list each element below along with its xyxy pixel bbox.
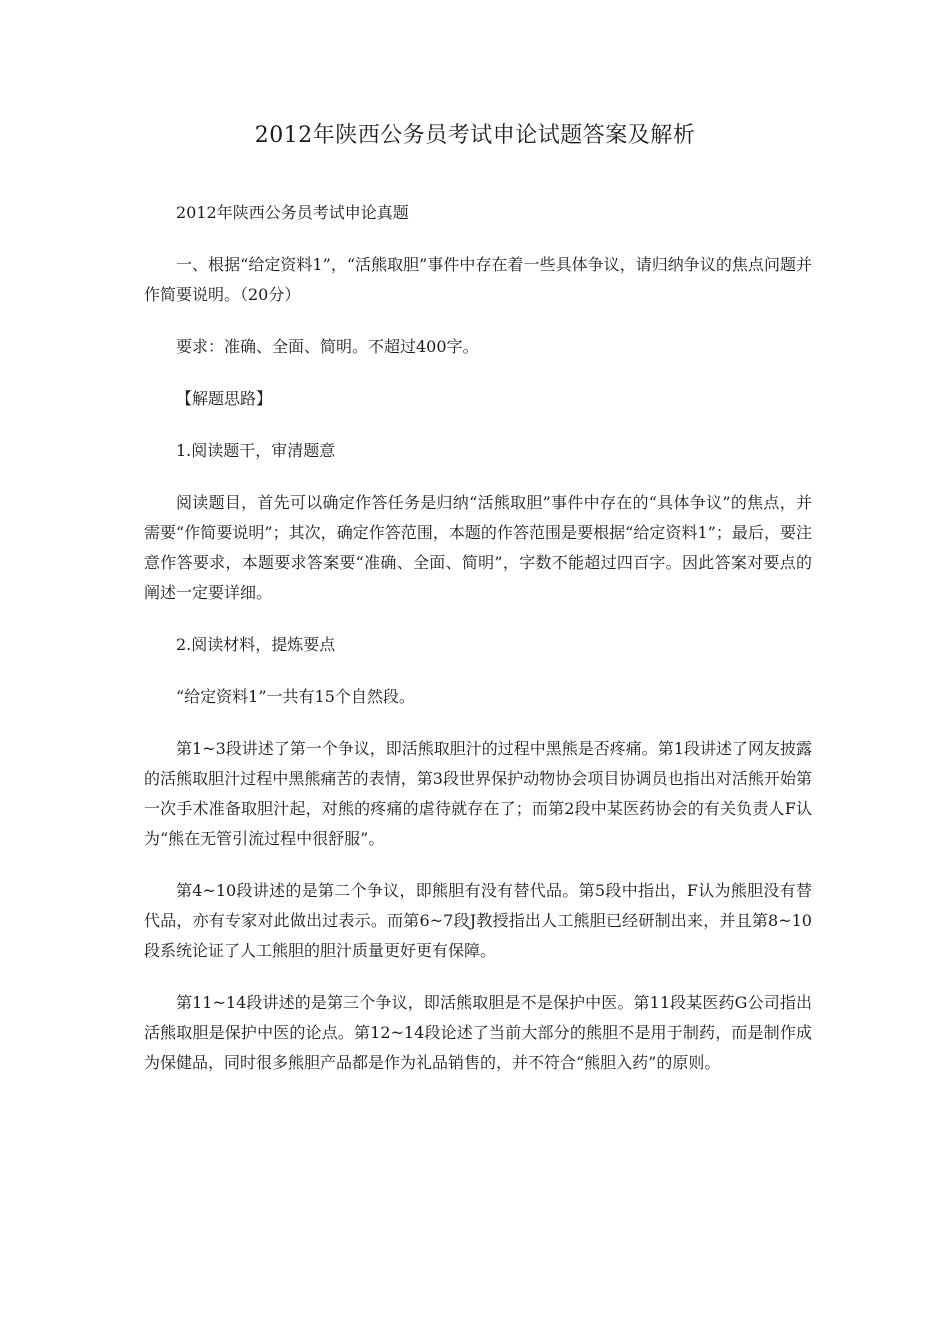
paragraph-dispute-2: 第4~10段讲述的是第二个争议，即熊胆有没有替代品。第5段中指出，F认为熊胆没有替代品，亦有专家对此做出过表示。而第6~7段J教授指出人工熊胆已经研制出来，并且第8~10段系统论证了人工熊胆的胆汁质量更好更有保障。	[144, 881, 812, 960]
paragraph-step-2: 2.阅读材料，提炼要点	[176, 635, 336, 654]
paragraph-material-count: “给定资料1”一共有15个自然段。	[176, 687, 415, 706]
document-body	[144, 198, 812, 1078]
paragraph-question: 一、根据“给定资料1”，“活熊取胆”事件中存在着一些具体争议，请归纳争议的焦点问题并作简要说明。（20分）	[144, 255, 812, 304]
page-title: 2012年陕西公务员考试申论试题答案及解析	[254, 123, 696, 148]
paragraph-requirements: 要求：准确、全面、简明。不超过400字。	[176, 337, 479, 356]
paragraph-step-1-detail: 阅读题目，首先可以确定作答任务是归纳“活熊取胆”事件中存在的“具体争议”的焦点，并需要“作简要说明”；其次，确定作答范围，本题的作答范围是要根据“给定资料1”；最后，要注意作答要求，本题要求答案要“准确、全面、简明”，字数不能超过四百字。因此答案对要点的阐述一定要详细。	[144, 493, 812, 602]
paragraph-step-1: 1.阅读题干，审清题意	[176, 441, 336, 460]
paragraph-dispute-1: 第1~3段讲述了第一个争议，即活熊取胆汁的过程中黑熊是否疼痛。第1段讲述了网友披露的活熊取胆汁过程中黑熊痛苦的表情，第3段世界保护动物协会项目协调员也指出对活熊开始第一次手术准备取胆汁起，对熊的疼痛的虐待就存在了；而第2段中某医药协会的有关负责人F认为“熊在无管引流过程中很舒服”。	[144, 739, 812, 848]
paragraph-dispute-3: 第11~14段讲述的是第三个争议，即活熊取胆是不是保护中医。第11段某医药G公司指出活熊取胆是保护中医的论点。第12~14段论述了当前大部分的熊胆不是用于制药，而是制作成为保健品，同时很多熊胆产品都是作为礼品销售的，并不符合“熊胆入药”的原则。	[144, 993, 812, 1072]
paragraph-section-title: 2012年陕西公务员考试申论真题	[176, 203, 409, 222]
paragraph-heading-approach: 【解题思路】	[176, 389, 273, 408]
